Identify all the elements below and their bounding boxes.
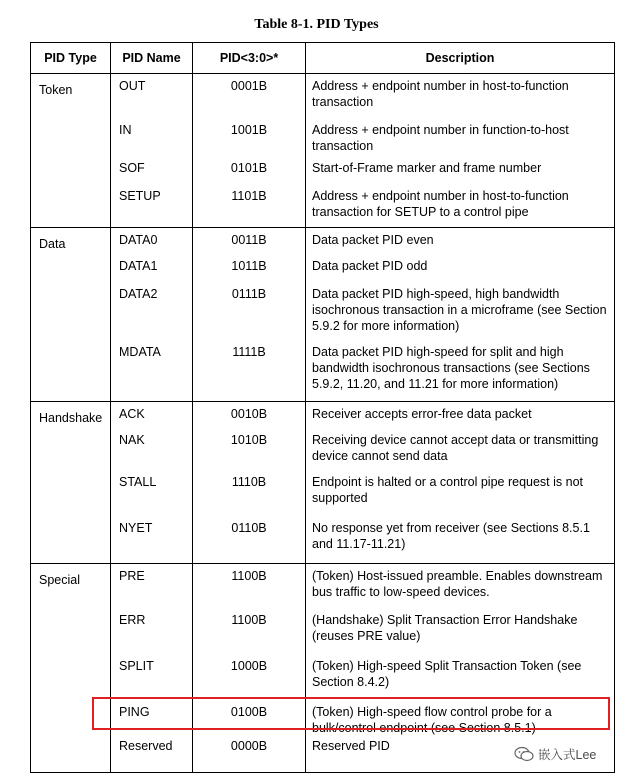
header-pid-bits: PID<3:0>*	[193, 43, 306, 74]
description-cell: Endpoint is halted or a control pipe request is not supported	[306, 472, 615, 518]
pid-name-cell: PRE	[111, 564, 193, 610]
header-pid-type: PID Type	[31, 43, 111, 74]
pid-type-cell: Data	[31, 228, 111, 256]
pid-value-cell: 1000B	[193, 656, 306, 702]
pid-name-cell: NYET	[111, 518, 193, 564]
table-row	[31, 186, 615, 228]
pid-name-cell: STALL	[111, 472, 193, 518]
pid-name-cell: SETUP	[111, 186, 193, 228]
table-row	[31, 610, 615, 656]
description-cell: (Token) High-speed flow control probe for a bulk/control endpoint (see Section 8.5.1)	[306, 702, 615, 736]
table-row	[31, 120, 615, 158]
pid-value-cell: 0110B	[193, 518, 306, 564]
table-row	[31, 656, 615, 702]
pid-name-cell: DATA1	[111, 256, 193, 284]
pid-value-cell: 1110B	[193, 472, 306, 518]
pid-value-cell: 1010B	[193, 430, 306, 472]
table-row	[31, 74, 615, 120]
table-row	[31, 472, 615, 518]
wechat-icon	[514, 746, 534, 762]
pid-name-cell: ACK	[111, 402, 193, 430]
table-row	[31, 228, 615, 256]
pid-name-cell: MDATA	[111, 342, 193, 402]
description-cell: (Handshake) Split Transaction Error Handshake (reuses PRE value)	[306, 610, 615, 656]
pid-value-cell: 0111B	[193, 284, 306, 342]
description-cell: Start-of-Frame marker and frame number	[306, 158, 615, 186]
pid-type-cell: Token	[31, 74, 111, 120]
pid-value-cell: 1100B	[193, 564, 306, 610]
pid-type-cell	[31, 284, 111, 342]
pid-type-cell	[31, 472, 111, 518]
pid-name-cell: SPLIT	[111, 656, 193, 702]
description-cell: Data packet PID odd	[306, 256, 615, 284]
pid-value-cell: 0100B	[193, 702, 306, 736]
pid-type-cell	[31, 158, 111, 186]
pid-name-cell: NAK	[111, 430, 193, 472]
pid-value-cell: 1011B	[193, 256, 306, 284]
pid-value-cell: 1100B	[193, 610, 306, 656]
description-cell: Receiving device cannot accept data or transmitting device cannot send data	[306, 430, 615, 472]
watermark-text: 嵌入式Lee	[538, 748, 597, 762]
description-cell: No response yet from receiver (see Sections 8.5.1 and 11.17-11.21)	[306, 518, 615, 564]
description-cell: Address + endpoint number in host-to-function transaction	[306, 74, 615, 120]
table-row	[31, 284, 615, 342]
table-row	[31, 256, 615, 284]
watermark	[514, 745, 596, 763]
pid-type-cell	[31, 120, 111, 158]
pid-value-cell: 1111B	[193, 342, 306, 402]
description-cell: Address + endpoint number in host-to-function transaction for SETUP to a control pipe	[306, 186, 615, 228]
pid-value-cell: 1001B	[193, 120, 306, 158]
pid-type-cell: Special	[31, 564, 111, 610]
table-title: Table 8-1. PID Types	[254, 17, 379, 32]
description-cell: Data packet PID high-speed for split and high bandwidth isochronous transactions (see Sections 5.9.2, 11.20, and 11.21 for more information)	[306, 342, 615, 402]
description-cell: Data packet PID even	[306, 228, 615, 256]
pid-type-cell	[31, 342, 111, 402]
table-row	[31, 402, 615, 430]
description-cell: (Token) Host-issued preamble. Enables downstream bus traffic to low-speed devices.	[306, 564, 615, 610]
table-row	[31, 342, 615, 402]
description-cell: (Token) High-speed Split Transaction Token (see Section 8.4.2)	[306, 656, 615, 702]
table-header-row	[31, 43, 615, 74]
pid-type-cell: Handshake	[31, 402, 111, 430]
pid-value-cell: 0010B	[193, 402, 306, 430]
pid-name-cell: IN	[111, 120, 193, 158]
pid-value-cell: 0000B	[193, 736, 306, 773]
description-cell: Data packet PID high-speed, high bandwidth isochronous transaction in a microframe (see Section 5.9.2 for more information)	[306, 284, 615, 342]
pid-type-cell	[31, 430, 111, 472]
pid-type-cell	[31, 656, 111, 702]
description-cell: Reserved PID	[306, 736, 615, 773]
table-row	[31, 702, 615, 736]
pid-types-table	[30, 42, 615, 773]
description-cell: Receiver accepts error-free data packet	[306, 402, 615, 430]
pid-name-cell: DATA2	[111, 284, 193, 342]
pid-value-cell: 0001B	[193, 74, 306, 120]
pid-name-cell: DATA0	[111, 228, 193, 256]
pid-value-cell: 1101B	[193, 186, 306, 228]
pid-name-cell: PING	[111, 702, 193, 736]
pid-name-cell: ERR	[111, 610, 193, 656]
pid-name-cell: SOF	[111, 158, 193, 186]
table-row	[31, 564, 615, 610]
pid-type-cell	[31, 186, 111, 228]
pid-name-cell: OUT	[111, 74, 193, 120]
pid-type-cell	[31, 702, 111, 736]
description-cell: Address + endpoint number in function-to-host transaction	[306, 120, 615, 158]
table-row	[31, 518, 615, 564]
pid-value-cell: 0011B	[193, 228, 306, 256]
pid-type-cell	[31, 518, 111, 564]
pid-type-cell	[31, 256, 111, 284]
table-row	[31, 158, 615, 186]
header-pid-name: PID Name	[111, 43, 193, 74]
table-row	[31, 430, 615, 472]
pid-name-cell: Reserved	[111, 736, 193, 773]
pid-type-cell	[31, 610, 111, 656]
pid-value-cell: 0101B	[193, 158, 306, 186]
pid-type-cell	[31, 736, 111, 773]
header-description: Description	[306, 43, 615, 74]
